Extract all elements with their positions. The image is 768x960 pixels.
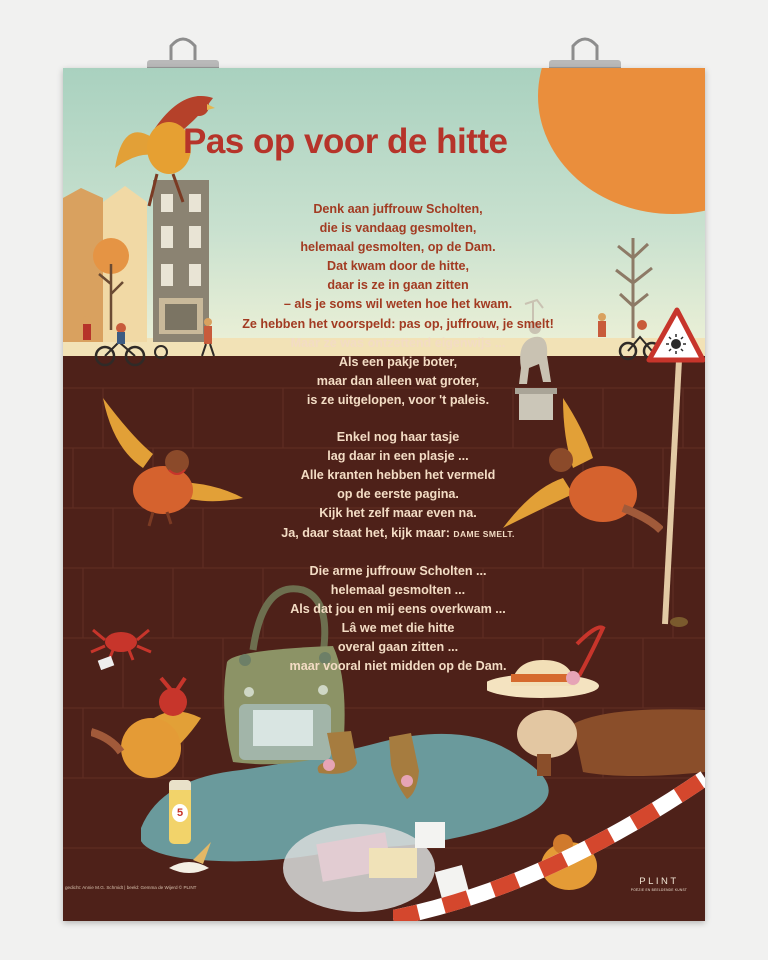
poem-line: Ze hebben het voorspeld: pas op, juffrouw, je smelt! [242, 316, 554, 331]
poem-line: Kijk het zelf maar even na. [319, 506, 477, 521]
sunscreen-bottle [169, 780, 191, 844]
crab-icon [89, 620, 159, 670]
poem-line: Ja, daar staat het, kijk maar: [281, 525, 450, 540]
cyclists-illustration [83, 308, 253, 368]
poem-line-with-headline [233, 524, 563, 544]
poster [63, 68, 705, 921]
poem-line: Enkel nog haar tasje [336, 430, 460, 445]
plint-tagline: POËZIE EN BEELDENDE KUNST [630, 888, 688, 892]
poem-line: Als een pakje boter, [338, 354, 458, 369]
poem-line: Dat kwam door de hitte, [326, 259, 470, 274]
poem-line: helemaal gesmolten ... [330, 582, 466, 597]
poster-title: Pas op voor de hitte [183, 122, 508, 161]
poem-line: is ze uitgelopen, voor 't paleis. [306, 392, 490, 407]
poem-line: Maar ze was ontzettend eigenwijs ... [290, 335, 506, 350]
poem-text [233, 200, 563, 694]
poem-line: maar dan alleen wat groter, [316, 373, 480, 388]
poster-credit: gedicht: Annie M.G. Schmidt | beeld: Gemma de Wijerd © PLINT [65, 885, 197, 890]
plint-logo [629, 876, 689, 892]
poem-line: Als dat jou en mij eens overkwam ... [290, 601, 506, 616]
poem-line: die is vandaag gesmolten, [319, 221, 477, 236]
poem-line: Lâ we met die hitte [341, 620, 455, 635]
newspaper-headline: DAME SMELT. [453, 528, 515, 539]
dog-poop-icon [669, 614, 689, 628]
poem-line: maar vooral niet midden op de Dam. [289, 659, 507, 674]
poem-line: helemaal gesmolten, op de Dam. [300, 240, 496, 255]
ice-cream-icon [159, 838, 219, 878]
poem-line: overal gaan zitten ... [337, 639, 459, 654]
poem-line: Alle kranten hebben het vermeld [300, 468, 496, 483]
poem-stanza-2 [233, 428, 563, 544]
poem-line: daar is ze in gaan zitten [327, 278, 469, 293]
poem-line: Die arme juffrouw Scholten ... [309, 563, 487, 578]
poem-line: – als je soms wil weten hoe het kwam. [283, 297, 513, 312]
poem-line: lag daar in een plasje ... [327, 449, 469, 464]
bird-left-icon [93, 398, 243, 528]
poem-line: op de eerste pagina. [337, 487, 459, 502]
poem-stanza-1 [233, 200, 563, 410]
poem-stanza-3 [233, 562, 563, 677]
poem-line: Denk aan juffrouw Scholten, [313, 202, 483, 216]
barrier-tape-icon [393, 768, 705, 921]
plint-logo-text: PLINT [639, 876, 679, 887]
sunscreen-spf-label: 5 [172, 804, 188, 822]
